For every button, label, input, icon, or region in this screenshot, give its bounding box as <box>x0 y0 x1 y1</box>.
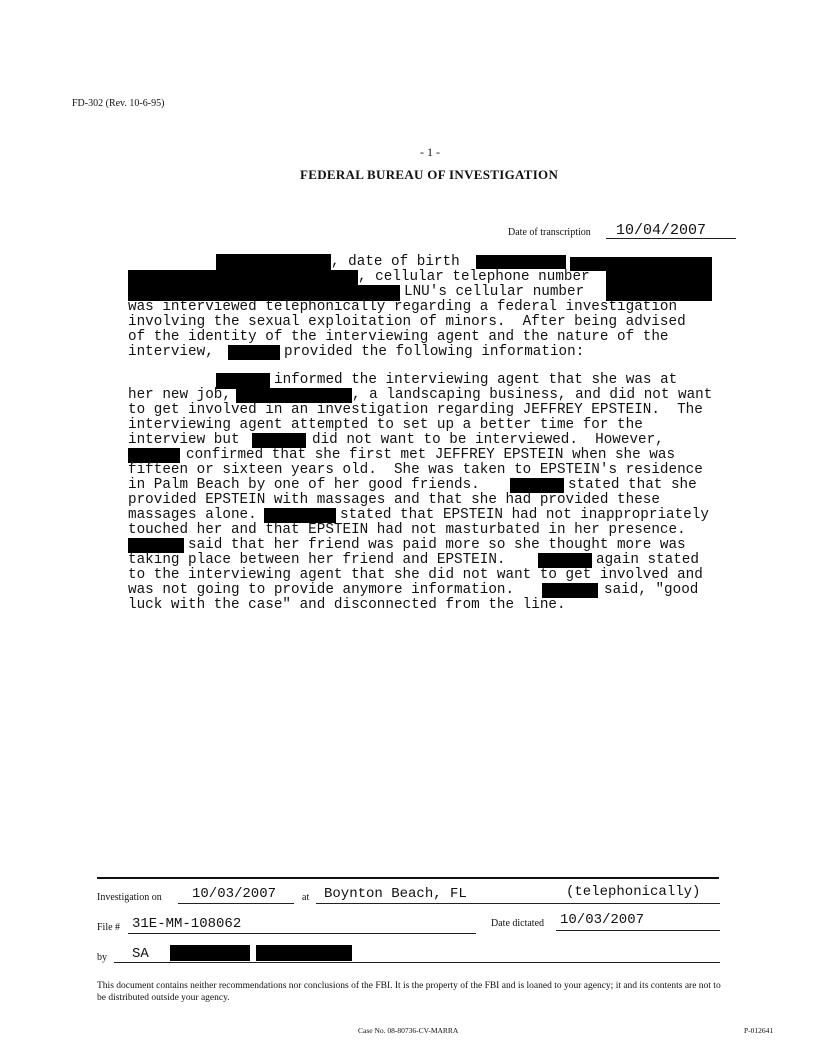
redaction-block <box>128 538 184 553</box>
text-line: touched her and that EPSTEIN had not masturbated in her presence. <box>128 522 686 538</box>
paragraph-2 <box>128 373 728 613</box>
file-number-label: File # <box>97 922 121 933</box>
page-number: - 1 - <box>420 145 440 159</box>
date-dictated: 10/03/2007 <box>560 912 645 928</box>
text-line: in Palm Beach by one of her good friends. <box>128 477 480 493</box>
redaction-block <box>228 345 280 360</box>
text-line: her new job, <box>128 387 231 403</box>
redaction-block <box>476 255 566 269</box>
redaction-block <box>538 553 592 568</box>
date-of-transcription-label: Date of transcription <box>508 227 591 238</box>
text-line: interview but <box>128 432 240 448</box>
redaction-block <box>570 257 712 271</box>
text-line: interviewing agent attempted to set up a better time for the <box>128 417 643 433</box>
text-line: luck with the case" and disconnected from the line. <box>128 597 566 613</box>
text-line: again stated <box>596 552 699 568</box>
underline <box>128 933 476 934</box>
redaction-block <box>128 448 180 463</box>
redaction-block <box>542 583 598 598</box>
text-line: was interviewed telephonically regarding a federal investigation <box>128 299 678 315</box>
text-line: stated that she <box>568 477 697 493</box>
redaction-block <box>128 270 358 286</box>
investigation-on-label: Investigation on <box>97 892 162 903</box>
text-line: to get involved in an investigation regarding JEFFREY EPSTEIN. The <box>128 402 703 418</box>
investigation-method: (telephonically) <box>566 884 701 900</box>
redaction-block <box>252 433 306 448</box>
redaction-block <box>510 478 564 493</box>
bates-number: P-012641 <box>744 1026 774 1035</box>
investigation-date: 10/03/2007 <box>192 886 277 902</box>
underline <box>178 903 294 904</box>
text-line: was not going to provide anymore information. <box>128 582 515 598</box>
text-line: said that her friend was paid more so she thought more was <box>188 537 686 553</box>
text-line: taking place between her friend and EPSTEIN. <box>128 552 506 568</box>
text-line: did not want to be interviewed. However, <box>312 432 664 448</box>
text-line: stated that EPSTEIN had not inappropriately <box>340 507 709 523</box>
text-line: massages alone. <box>128 507 257 523</box>
footer-top-rule <box>97 877 719 879</box>
text-line: LNU's cellular number <box>404 284 585 300</box>
file-number: 31E-MM-108062 <box>132 916 242 932</box>
by-label: by <box>97 952 107 963</box>
paragraph-1 <box>128 254 728 364</box>
redaction-block <box>264 508 336 523</box>
agency-title: FEDERAL BUREAU OF INVESTIGATION <box>300 167 559 182</box>
underline <box>556 930 720 931</box>
text-line: , date of birth <box>331 254 460 270</box>
underline <box>316 903 720 904</box>
text-line: of the identity of the interviewing agent and the nature of the <box>128 329 669 345</box>
text-line: informed the interviewing agent that she was at <box>274 372 678 388</box>
investigation-location: Boynton Beach, FL <box>324 886 467 902</box>
date-dictated-label: Date dictated <box>491 918 545 929</box>
text-line: confirmed that she first met JEFFREY EPSTEIN when she was <box>186 447 676 463</box>
redaction-block <box>216 254 331 271</box>
case-number: Case No. 08-80736-CV-MARRA <box>358 1026 459 1035</box>
disclaimer: This document contains neither recommendations nor conclusions of the FBI. It is the property of the FBI and is loaned to your agency; it and its contents are not to be distributed outside your agency. <box>97 981 721 1003</box>
underline <box>114 962 720 963</box>
text-line: involving the sexual exploitation of minors. After being advised <box>128 314 686 330</box>
redaction-block <box>170 945 250 961</box>
text-line: , cellular telephone number <box>358 269 590 285</box>
date-of-transcription-value: 10/04/2007 <box>616 222 707 239</box>
transcription-underline <box>606 238 736 239</box>
agent-title: SA <box>132 946 149 962</box>
text-line: , a landscaping business, and did not want <box>352 387 713 403</box>
text-line: fifteen or sixteen years old. She was taken to EPSTEIN's residence <box>128 462 703 478</box>
at-label: at <box>302 892 310 903</box>
text-line: provided EPSTEIN with massages and that she had provided these <box>128 492 660 508</box>
redaction-block <box>256 945 352 961</box>
text-line: said, "good <box>604 582 699 598</box>
text-line: to the interviewing agent that she did not want to get involved and <box>128 567 703 583</box>
form-number: FD-302 (Rev. 10-6-95) <box>72 98 165 109</box>
text-line: provided the following information: <box>284 344 585 360</box>
text-line: interview, <box>128 344 214 360</box>
redaction-block <box>236 388 352 403</box>
redaction-block <box>606 271 712 286</box>
